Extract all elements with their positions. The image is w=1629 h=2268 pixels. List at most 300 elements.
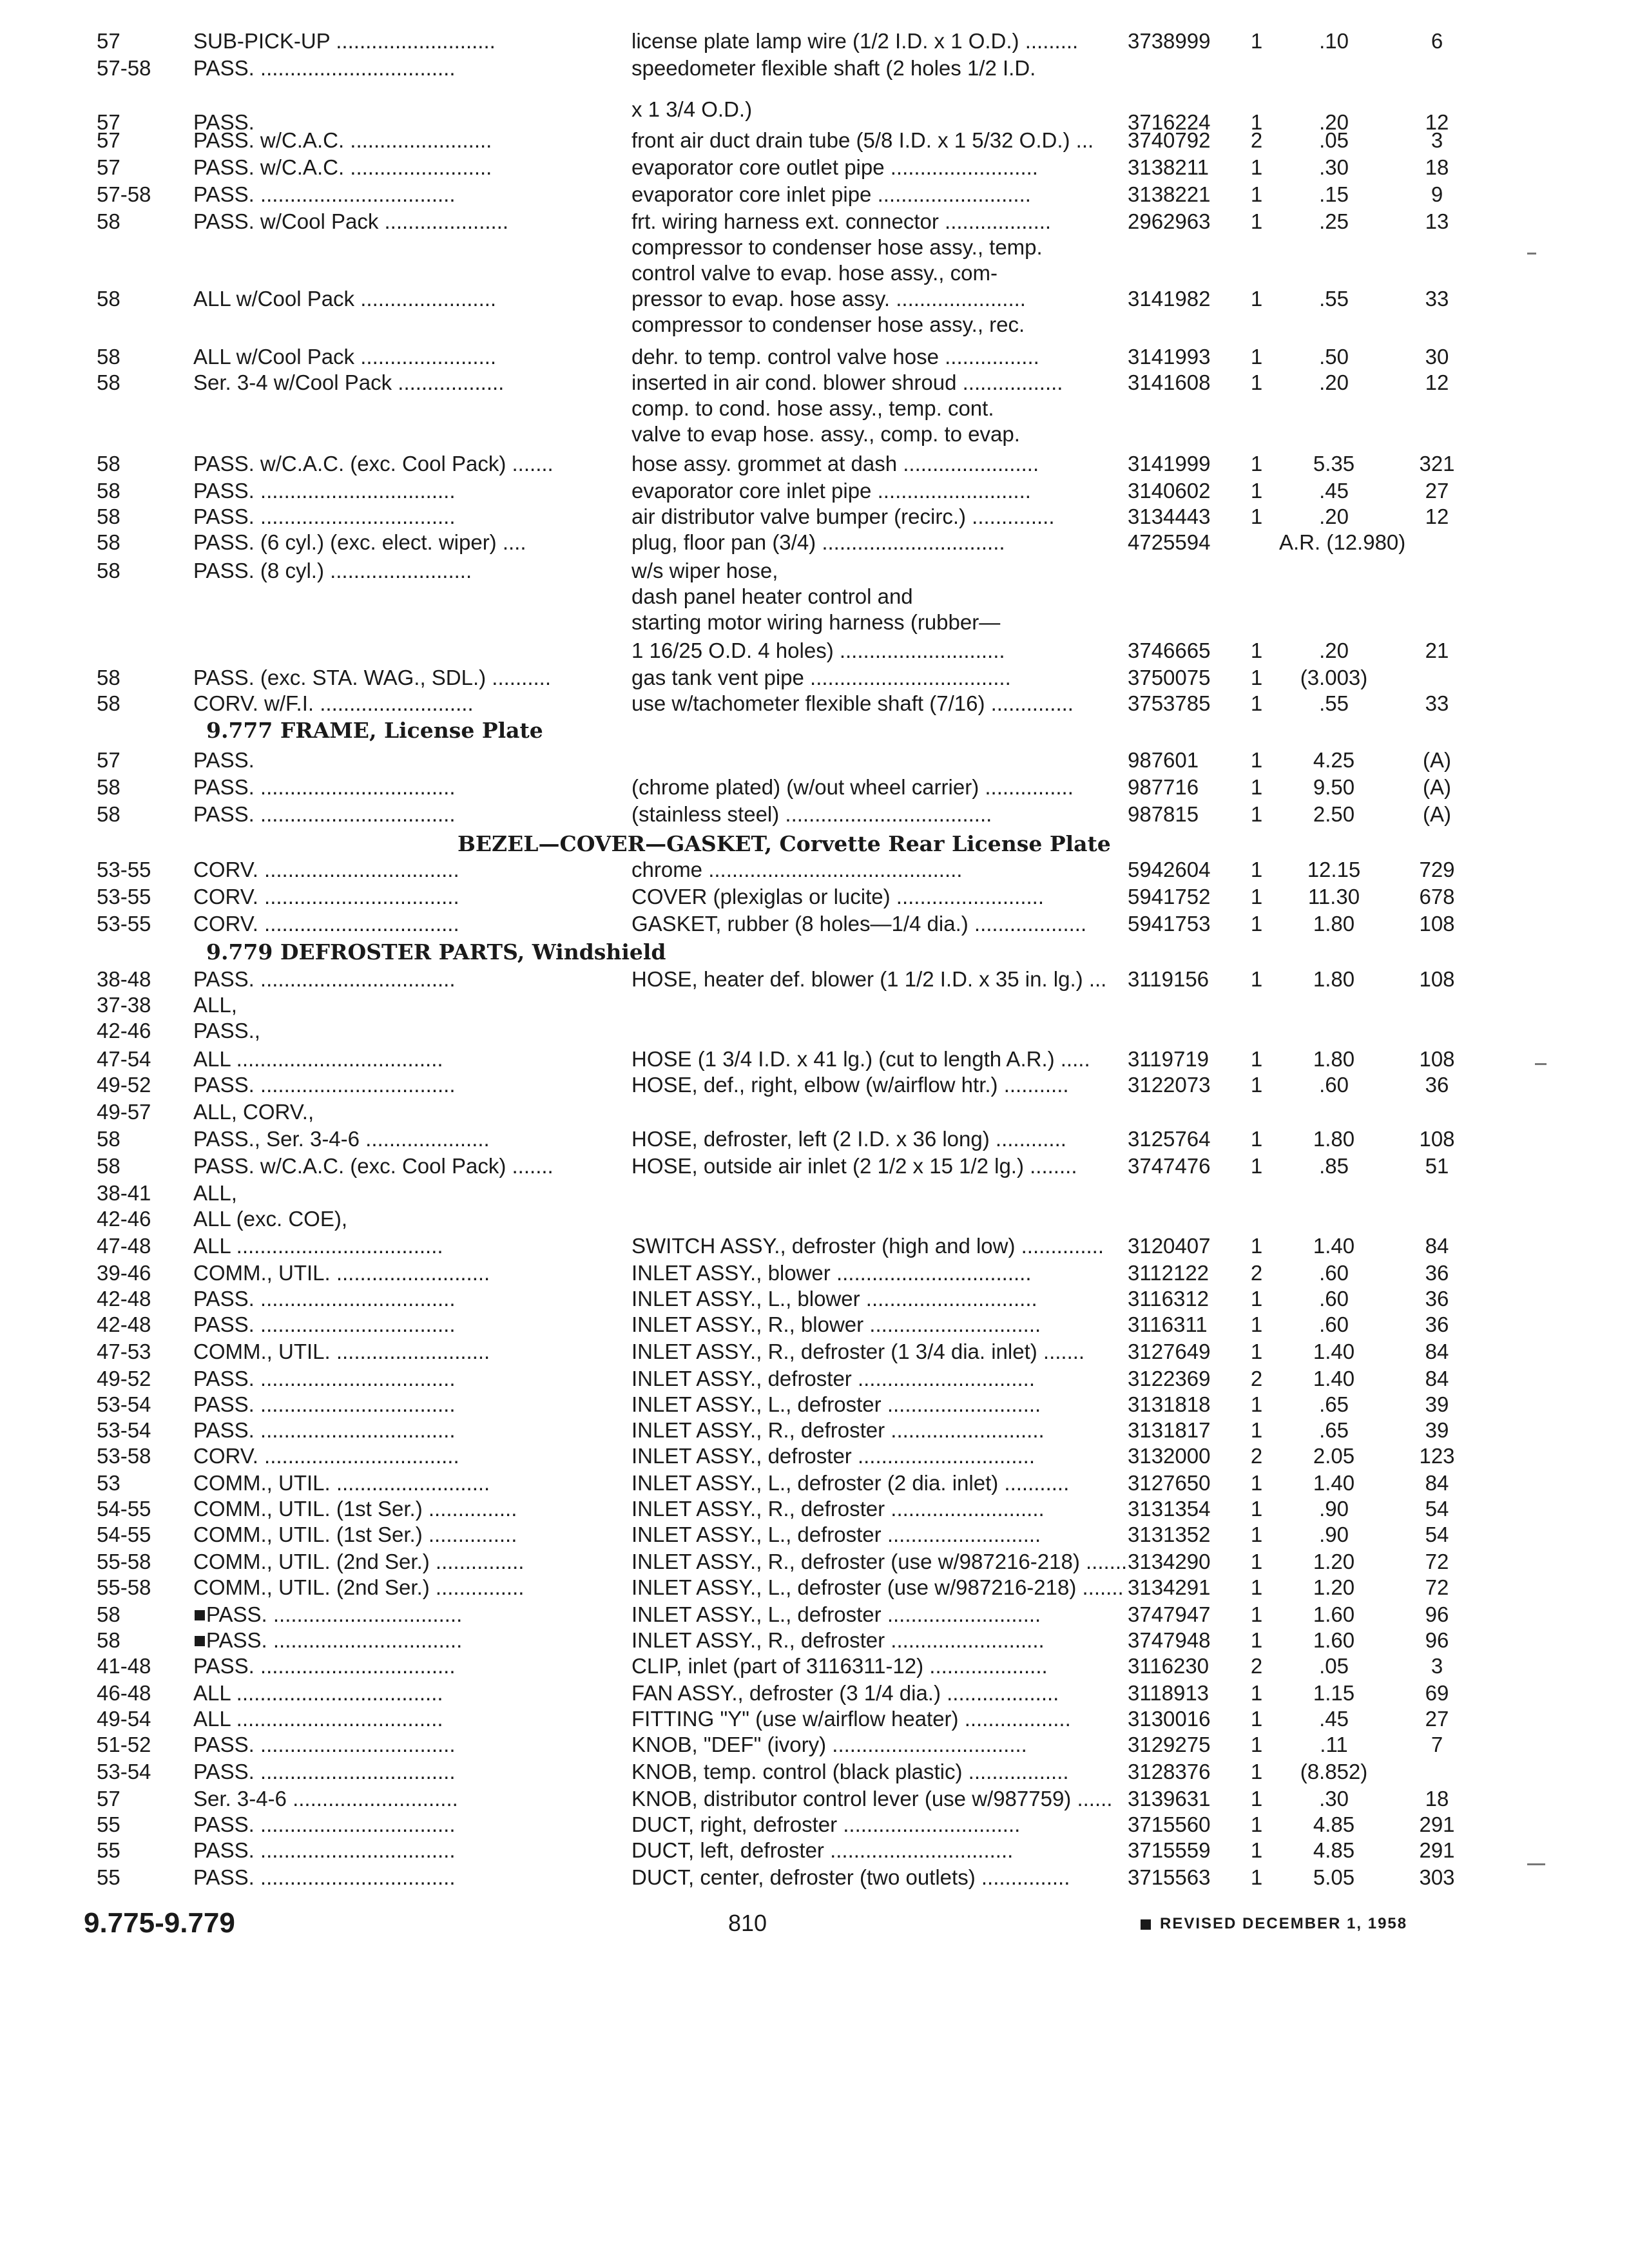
year-range: 58 (97, 505, 120, 528)
part-number: 3738999 (1128, 29, 1211, 53)
list-price: 1.40 (1313, 1367, 1355, 1390)
list-price: A.R. (12.980) (1279, 530, 1406, 554)
group-code: 6 (1431, 29, 1443, 53)
group-code: 108 (1419, 1047, 1455, 1071)
model-applicability: PASS. ................................. (193, 1367, 456, 1390)
year-range: 57-58 (97, 182, 151, 206)
year-range: 49-52 (97, 1073, 151, 1097)
list-price: .20 (1319, 505, 1349, 528)
part-number: 3132000 (1128, 1444, 1211, 1468)
group-code: 9 (1431, 182, 1443, 206)
part-number: 4725594 (1128, 530, 1211, 554)
list-price: 1.60 (1313, 1602, 1355, 1626)
list-price: .90 (1319, 1523, 1349, 1546)
section-heading: 9.777 FRAME, License Plate (206, 718, 543, 743)
part-number: 3715559 (1128, 1838, 1211, 1862)
model-applicability: PASS., Ser. 3-4-6 ..................... (193, 1127, 490, 1151)
part-number: 3141982 (1128, 287, 1211, 311)
part-description: inserted in air cond. blower shroud ................. (631, 370, 1063, 394)
group-code: 84 (1425, 1471, 1449, 1495)
year-range: 58 (97, 345, 120, 369)
year-range: 42-46 (97, 1019, 151, 1043)
part-number: 3715560 (1128, 1812, 1211, 1836)
group-code: 72 (1425, 1550, 1449, 1573)
part-description: HOSE (1 3/4 I.D. x 41 lg.) (cut to length A.R.) ..... (631, 1047, 1090, 1071)
year-range: 57 (97, 128, 120, 152)
group-code: 7 (1431, 1733, 1443, 1756)
part-description: license plate lamp wire (1/2 I.D. x 1 O.D.) ......... (631, 29, 1079, 53)
year-range: 42-46 (97, 1207, 151, 1231)
group-code: 36 (1425, 1073, 1449, 1097)
revision-text: REVISED DECEMBER 1, 1958 (1160, 1915, 1408, 1932)
revision-square-icon (1141, 1919, 1151, 1930)
model-applicability: PASS. ................................. (193, 775, 456, 799)
year-range: 47-48 (97, 1234, 151, 1258)
part-description: use w/tachometer flexible shaft (7/16) .............. (631, 691, 1074, 715)
group-code: 3 (1431, 1654, 1443, 1678)
year-range: 58 (97, 1602, 120, 1626)
group-code: 12 (1425, 370, 1449, 394)
year-range: 57 (97, 748, 120, 772)
year-range: 53-54 (97, 1760, 151, 1783)
part-number: 3715563 (1128, 1865, 1211, 1889)
list-price: 1.40 (1313, 1340, 1355, 1363)
quantity: 1 (1250, 1787, 1263, 1811)
list-price: 1.15 (1313, 1681, 1355, 1705)
model-applicability: PASS. w/C.A.C. ........................ (193, 155, 492, 179)
year-range: 38-48 (97, 967, 151, 991)
model-applicability: ALL ................................... (193, 1047, 443, 1071)
quantity: 1 (1250, 1154, 1263, 1178)
part-number: 3746665 (1128, 639, 1211, 662)
part-description: COVER (plexiglas or lucite) ......................... (631, 885, 1045, 908)
model-applicability: PASS. ................................. (193, 1392, 456, 1416)
page-number: 810 (728, 1910, 767, 1936)
list-price: 12.15 (1307, 858, 1361, 881)
group-code: 3 (1431, 128, 1443, 152)
year-range: 58 (97, 479, 120, 503)
list-price: 1.80 (1313, 1047, 1355, 1071)
quantity: 1 (1250, 155, 1263, 179)
model-applicability: PASS., (193, 1019, 260, 1043)
year-range: 49-52 (97, 1367, 151, 1390)
group-code: (A) (1423, 802, 1451, 826)
part-description: FAN ASSY., defroster (3 1/4 dia.) ................... (631, 1681, 1059, 1705)
model-applicability: CORV. ................................. (193, 858, 459, 881)
part-description: CLIP, inlet (part of 3116311-12) .................... (631, 1654, 1048, 1678)
group-code: 33 (1425, 691, 1449, 715)
quantity: 1 (1250, 748, 1263, 772)
margin-tick (1535, 1063, 1547, 1065)
year-range: 46-48 (97, 1681, 151, 1705)
part-description: HOSE, heater def. blower (1 1/2 I.D. x 35 in. lg.) ... (631, 967, 1107, 991)
list-price: 4.85 (1313, 1812, 1355, 1836)
model-applicability: PASS. (193, 110, 255, 134)
quantity: 1 (1250, 1707, 1263, 1731)
quantity: 1 (1250, 452, 1263, 476)
part-description: INLET ASSY., blower ................................. (631, 1261, 1032, 1285)
part-number: 5941753 (1128, 912, 1211, 936)
group-code: 18 (1425, 1787, 1449, 1811)
part-number: 3138221 (1128, 182, 1211, 206)
group-code: (A) (1423, 748, 1451, 772)
part-description: KNOB, distributor control lever (use w/987759) ...... (631, 1787, 1113, 1811)
list-price: 1.80 (1313, 912, 1355, 936)
model-applicability: ■PASS. ................................ (193, 1602, 463, 1626)
group-code: 729 (1419, 858, 1455, 881)
quantity: 2 (1250, 1261, 1263, 1285)
list-price: .11 (1320, 1733, 1348, 1756)
quantity: 1 (1250, 1681, 1263, 1705)
part-number: 987601 (1128, 748, 1199, 772)
group-code: 54 (1425, 1523, 1449, 1546)
group-code: 108 (1419, 1127, 1455, 1151)
part-number: 3131817 (1128, 1418, 1211, 1442)
list-price: .30 (1319, 1787, 1349, 1811)
part-description: evaporator core outlet pipe ......................... (631, 155, 1038, 179)
model-applicability: ALL, CORV., (193, 1100, 314, 1124)
part-description: INLET ASSY., R., defroster .......................... (631, 1497, 1045, 1521)
group-code: 84 (1425, 1340, 1449, 1363)
group-code: 39 (1425, 1418, 1449, 1442)
part-description: dehr. to temp. control valve hose ................ (631, 345, 1039, 369)
part-description: x 1 3/4 O.D.) (631, 97, 753, 121)
quantity: 2 (1250, 1367, 1263, 1390)
part-number: 3141999 (1128, 452, 1211, 476)
group-code: 291 (1419, 1812, 1455, 1836)
year-range: 58 (97, 530, 120, 554)
part-description: pressor to evap. hose assy. ...................... (631, 287, 1026, 311)
part-description: 1 16/25 O.D. 4 holes) ............................ (631, 639, 1005, 662)
quantity: 1 (1250, 1392, 1263, 1416)
year-range: 58 (97, 559, 120, 582)
part-description: INLET ASSY., R., defroster (use w/987216-218) ....... (631, 1550, 1128, 1573)
year-range: 53-54 (97, 1392, 151, 1416)
model-applicability: ALL w/Cool Pack ....................... (193, 287, 497, 311)
quantity: 1 (1250, 1602, 1263, 1626)
group-code: 108 (1419, 912, 1455, 936)
part-number: 3131818 (1128, 1392, 1211, 1416)
quantity: 1 (1250, 1073, 1263, 1097)
year-range: 51-52 (97, 1733, 151, 1756)
model-applicability: PASS. w/Cool Pack ..................... (193, 209, 509, 233)
model-applicability: CORV. ................................. (193, 1444, 459, 1468)
group-code: 36 (1425, 1261, 1449, 1285)
part-number: 3716224 (1128, 110, 1211, 134)
part-description: KNOB, "DEF" (ivory) ................................. (631, 1733, 1027, 1756)
model-applicability: ALL ................................... (193, 1234, 443, 1258)
year-range: 47-54 (97, 1047, 151, 1071)
year-range: 38-41 (97, 1181, 151, 1205)
list-price: 1.20 (1313, 1550, 1355, 1573)
part-number: 3119719 (1128, 1047, 1210, 1071)
part-description: compressor to condenser hose assy., temp. (631, 235, 1043, 259)
list-price: 1.60 (1313, 1628, 1355, 1652)
part-description: plug, floor pan (3/4) ............................... (631, 530, 1005, 554)
group-code: 39 (1425, 1392, 1449, 1416)
year-range: 53-55 (97, 885, 151, 908)
quantity: 1 (1250, 1865, 1263, 1889)
model-applicability: PASS. w/C.A.C. ........................ (193, 128, 492, 152)
model-applicability: SUB-PICK-UP ........................... (193, 29, 496, 53)
part-description: INLET ASSY., L., defroster .......................... (631, 1392, 1041, 1416)
part-number: 3112122 (1128, 1261, 1210, 1285)
quantity: 1 (1250, 1340, 1263, 1363)
part-description: evaporator core inlet pipe .......................... (631, 182, 1031, 206)
group-code: 36 (1425, 1287, 1449, 1311)
quantity: 1 (1250, 1760, 1263, 1783)
part-description: speedometer flexible shaft (2 holes 1/2 I.D. (631, 56, 1036, 80)
part-number: 3128376 (1128, 1760, 1211, 1783)
quantity: 1 (1250, 1127, 1263, 1151)
list-price: .20 (1319, 110, 1349, 134)
year-range: 57 (97, 1787, 120, 1811)
quantity: 1 (1250, 1550, 1263, 1573)
list-price: 2.05 (1313, 1444, 1355, 1468)
part-number: 3118913 (1128, 1681, 1210, 1705)
year-range: 49-57 (97, 1100, 151, 1124)
list-price: .45 (1319, 479, 1349, 503)
part-number: 2962963 (1128, 209, 1211, 233)
quantity: 1 (1250, 1733, 1263, 1756)
model-applicability: COMM., UTIL. (1st Ser.) ............... (193, 1497, 517, 1521)
group-code: 33 (1425, 287, 1449, 311)
quantity: 1 (1250, 1312, 1263, 1336)
part-description: control valve to evap. hose assy., com- (631, 261, 998, 285)
year-range: 53-55 (97, 912, 151, 936)
part-number: 3140602 (1128, 479, 1211, 503)
list-price: .60 (1319, 1261, 1349, 1285)
quantity: 1 (1250, 479, 1263, 503)
part-description: (stainless steel) ................................... (631, 802, 992, 826)
year-range: 55 (97, 1838, 120, 1862)
model-applicability: COMM., UTIL. .......................... (193, 1340, 490, 1363)
year-range: 55 (97, 1812, 120, 1836)
part-number: 3747476 (1128, 1154, 1211, 1178)
model-applicability: PASS. ................................. (193, 1760, 456, 1783)
part-description: evaporator core inlet pipe .......................... (631, 479, 1031, 503)
year-range: 58 (97, 452, 120, 476)
group-code: 27 (1425, 479, 1449, 503)
year-range: 53-58 (97, 1444, 151, 1468)
list-price: .65 (1319, 1392, 1349, 1416)
part-number: 3141608 (1128, 370, 1211, 394)
year-range: 58 (97, 802, 120, 826)
part-description: INLET ASSY., R., blower ............................. (631, 1312, 1041, 1336)
quantity: 1 (1250, 345, 1263, 369)
part-number: 3753785 (1128, 691, 1211, 715)
model-applicability: PASS. ................................. (193, 505, 456, 528)
list-price: .25 (1319, 209, 1349, 233)
part-description: HOSE, def., right, elbow (w/airflow htr.) ........... (631, 1073, 1069, 1097)
list-price: .55 (1319, 691, 1349, 715)
list-price: 4.85 (1313, 1838, 1355, 1862)
year-range: 58 (97, 666, 120, 689)
year-range: 49-54 (97, 1707, 151, 1731)
quantity: 1 (1250, 858, 1263, 881)
part-description: INLET ASSY., R., defroster .......................... (631, 1628, 1045, 1652)
year-range: 58 (97, 287, 120, 311)
year-range: 58 (97, 370, 120, 394)
year-range: 58 (97, 691, 120, 715)
model-applicability: PASS. ................................. (193, 56, 456, 80)
model-applicability: PASS. (6 cyl.) (exc. elect. wiper) .... (193, 530, 526, 554)
part-number: 3747948 (1128, 1628, 1211, 1652)
model-applicability: PASS. w/C.A.C. (exc. Cool Pack) ....... (193, 1154, 554, 1178)
part-number: 3134291 (1128, 1575, 1211, 1599)
quantity: 1 (1250, 1418, 1263, 1442)
part-description: SWITCH ASSY., defroster (high and low) .............. (631, 1234, 1104, 1258)
year-range: 42-48 (97, 1287, 151, 1311)
quantity: 1 (1250, 885, 1263, 908)
quantity: 1 (1250, 1287, 1263, 1311)
part-number: 3116230 (1128, 1654, 1210, 1678)
model-applicability: PASS. ................................. (193, 1312, 456, 1336)
model-applicability: ALL, (193, 993, 237, 1017)
quantity: 1 (1250, 1812, 1263, 1836)
year-range: 42-48 (97, 1312, 151, 1336)
group-code: 18 (1425, 155, 1449, 179)
list-price: (8.852) (1300, 1760, 1368, 1783)
model-applicability: COMM., UTIL. .......................... (193, 1471, 490, 1495)
quantity: 1 (1250, 287, 1263, 311)
part-description: INLET ASSY., defroster .............................. (631, 1367, 1036, 1390)
model-applicability: COMM., UTIL. (2nd Ser.) ............... (193, 1550, 525, 1573)
part-number: 3750075 (1128, 666, 1211, 689)
part-number: 3131352 (1128, 1523, 1211, 1546)
margin-tick (1527, 1863, 1545, 1865)
model-applicability: Ser. 3-4 w/Cool Pack .................. (193, 370, 505, 394)
list-price: .05 (1319, 1654, 1349, 1678)
group-code: 72 (1425, 1575, 1449, 1599)
quantity: 1 (1250, 1234, 1263, 1258)
list-price: .55 (1319, 287, 1349, 311)
group-code: 303 (1419, 1865, 1455, 1889)
part-description: DUCT, right, defroster .............................. (631, 1812, 1021, 1836)
list-price: .30 (1319, 155, 1349, 179)
model-applicability: ALL (exc. COE), (193, 1207, 348, 1231)
part-number: 3130016 (1128, 1707, 1211, 1731)
year-range: 54-55 (97, 1497, 151, 1521)
part-number: 3134443 (1128, 505, 1211, 528)
list-price: .50 (1319, 345, 1349, 369)
list-price: .45 (1319, 1707, 1349, 1731)
part-number: 3134290 (1128, 1550, 1211, 1573)
list-price: .85 (1319, 1154, 1349, 1178)
quantity: 1 (1250, 182, 1263, 206)
quantity: 1 (1250, 1838, 1263, 1862)
model-applicability: CORV. ................................. (193, 912, 459, 936)
model-applicability: PASS. ................................. (193, 479, 456, 503)
year-range: 53 (97, 1471, 120, 1495)
year-range: 41-48 (97, 1654, 151, 1678)
quantity: 2 (1250, 1654, 1263, 1678)
part-description: w/s wiper hose, (631, 559, 778, 582)
quantity: 1 (1250, 775, 1263, 799)
list-price: .20 (1319, 639, 1349, 662)
year-range: 58 (97, 1127, 120, 1151)
list-price: 1.80 (1313, 1127, 1355, 1151)
part-description: INLET ASSY., defroster .............................. (631, 1444, 1036, 1468)
quantity: 1 (1250, 110, 1263, 134)
part-number: 3120407 (1128, 1234, 1211, 1258)
part-description: DUCT, left, defroster ............................... (631, 1838, 1014, 1862)
year-range: 58 (97, 209, 120, 233)
model-applicability: ALL ................................... (193, 1681, 443, 1705)
part-number: 5942604 (1128, 858, 1211, 881)
model-applicability: ■PASS. ................................ (193, 1628, 463, 1652)
group-code: 96 (1425, 1628, 1449, 1652)
model-applicability: PASS. ................................. (193, 1865, 456, 1889)
year-range: 47-53 (97, 1340, 151, 1363)
list-price: .05 (1319, 128, 1349, 152)
quantity: 1 (1250, 802, 1263, 826)
quantity: 1 (1250, 1523, 1263, 1546)
year-range: 57 (97, 29, 120, 53)
quantity: 1 (1250, 691, 1263, 715)
part-description: FITTING "Y" (use w/airflow heater) .................. (631, 1707, 1071, 1731)
model-applicability: ALL ................................... (193, 1707, 443, 1731)
quantity: 1 (1250, 1497, 1263, 1521)
year-range: 55-58 (97, 1575, 151, 1599)
year-range: 53-54 (97, 1418, 151, 1442)
part-number: 987815 (1128, 802, 1199, 826)
section-heading: BEZEL—COVER—GASKET, Corvette Rear License Plate (458, 831, 1111, 856)
year-range: 58 (97, 1628, 120, 1652)
group-code: 84 (1425, 1234, 1449, 1258)
part-description: INLET ASSY., L., defroster (2 dia. inlet) ........... (631, 1471, 1070, 1495)
model-applicability: COMM., UTIL. (2nd Ser.) ............... (193, 1575, 525, 1599)
group-code: 678 (1419, 885, 1455, 908)
part-number: 3119156 (1128, 967, 1210, 991)
revision-note (1141, 1915, 1407, 1933)
model-applicability: PASS. ................................. (193, 967, 456, 991)
part-description: front air duct drain tube (5/8 I.D. x 1 5/32 O.D.) ... (631, 128, 1094, 152)
group-code: 12 (1425, 505, 1449, 528)
part-number: 3747947 (1128, 1602, 1211, 1626)
list-price: .60 (1319, 1312, 1349, 1336)
list-price: .90 (1319, 1497, 1349, 1521)
year-range: 57-58 (97, 56, 151, 80)
part-number: 3139631 (1128, 1787, 1211, 1811)
part-description: INLET ASSY., L., defroster (use w/987216-218) ....... (631, 1575, 1124, 1599)
list-price: 1.80 (1313, 967, 1355, 991)
model-applicability: CORV. ................................. (193, 885, 459, 908)
list-price: 1.20 (1313, 1575, 1355, 1599)
quantity: 2 (1250, 1444, 1263, 1468)
list-price: 1.40 (1313, 1234, 1355, 1258)
quantity: 1 (1250, 639, 1263, 662)
quantity: 1 (1250, 1047, 1263, 1071)
part-description: starting motor wiring harness (rubber— (631, 610, 1001, 634)
part-description: HOSE, defroster, left (2 I.D. x 36 long) ............ (631, 1127, 1066, 1151)
quantity: 1 (1250, 1575, 1263, 1599)
group-code: 123 (1419, 1444, 1455, 1468)
quantity: 1 (1250, 29, 1263, 53)
part-number: 3116312 (1128, 1287, 1210, 1311)
quantity: 1 (1250, 912, 1263, 936)
group-code: 84 (1425, 1367, 1449, 1390)
part-description: INLET ASSY., L., defroster .......................... (631, 1602, 1041, 1626)
list-price: 9.50 (1313, 775, 1355, 799)
list-price: 5.05 (1313, 1865, 1355, 1889)
year-range: 55-58 (97, 1550, 151, 1573)
list-price: 5.35 (1313, 452, 1355, 476)
model-applicability: ALL w/Cool Pack ....................... (193, 345, 497, 369)
part-number: 3740792 (1128, 128, 1211, 152)
list-price: 11.30 (1307, 885, 1360, 908)
part-description: air distributor valve bumper (recirc.) .............. (631, 505, 1055, 528)
